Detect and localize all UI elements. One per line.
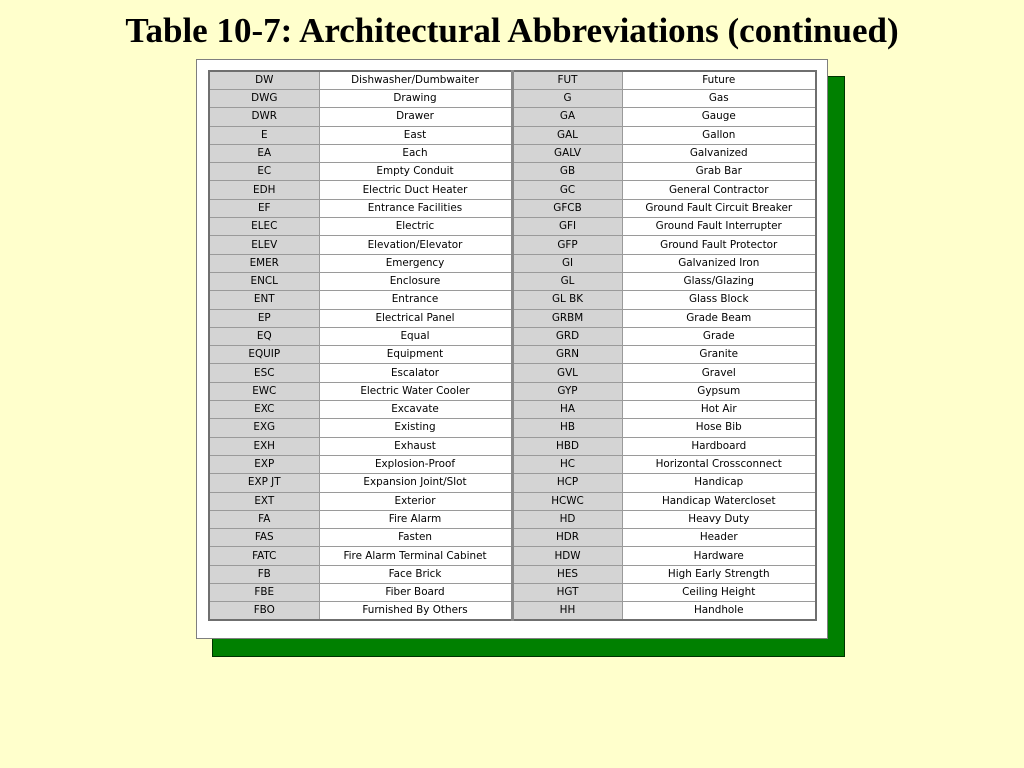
meaning-cell: Dishwasher/Dumbwaiter bbox=[319, 71, 512, 90]
abbreviation-cell: FBE bbox=[209, 584, 319, 602]
table-row bbox=[209, 144, 816, 162]
table-row bbox=[209, 291, 816, 309]
table-row bbox=[209, 474, 816, 492]
meaning-cell: Drawing bbox=[319, 90, 512, 108]
abbreviation-cell: FB bbox=[209, 565, 319, 583]
meaning-cell: Fiber Board bbox=[319, 584, 512, 602]
meaning-cell: Explosion-Proof bbox=[319, 455, 512, 473]
table-row bbox=[209, 529, 816, 547]
meaning-cell: Heavy Duty bbox=[622, 510, 816, 528]
meaning-cell: Granite bbox=[622, 346, 816, 364]
abbreviation-cell: EC bbox=[209, 163, 319, 181]
table-row bbox=[209, 71, 816, 90]
abbreviation-cell: ENCL bbox=[209, 272, 319, 290]
meaning-cell: Gas bbox=[622, 90, 816, 108]
table-row bbox=[209, 181, 816, 199]
meaning-cell: Elevation/Elevator bbox=[319, 236, 512, 254]
abbreviation-cell: GB bbox=[512, 163, 622, 181]
abbreviation-cell: HB bbox=[512, 419, 622, 437]
meaning-cell: Exhaust bbox=[319, 437, 512, 455]
meaning-cell: Glass/Glazing bbox=[622, 272, 816, 290]
meaning-cell: Fire Alarm bbox=[319, 510, 512, 528]
table-row bbox=[209, 455, 816, 473]
meaning-cell: Furnished By Others bbox=[319, 602, 512, 621]
abbreviation-cell: GA bbox=[512, 108, 622, 126]
abbreviation-cell: EP bbox=[209, 309, 319, 327]
table-row bbox=[209, 272, 816, 290]
abbreviation-cell: FBO bbox=[209, 602, 319, 621]
meaning-cell: General Contractor bbox=[622, 181, 816, 199]
abbreviation-cell: GRN bbox=[512, 346, 622, 364]
table-row bbox=[209, 199, 816, 217]
meaning-cell: Existing bbox=[319, 419, 512, 437]
abbreviation-cell: ELEV bbox=[209, 236, 319, 254]
abbreviation-cell: HDR bbox=[512, 529, 622, 547]
abbreviation-cell: DW bbox=[209, 71, 319, 90]
meaning-cell: Ground Fault Interrupter bbox=[622, 218, 816, 236]
meaning-cell: Header bbox=[622, 529, 816, 547]
abbreviation-cell: HCP bbox=[512, 474, 622, 492]
meaning-cell: East bbox=[319, 126, 512, 144]
meaning-cell: Hardware bbox=[622, 547, 816, 565]
abbreviations-table-body bbox=[209, 71, 816, 620]
abbreviation-cell: EQUIP bbox=[209, 346, 319, 364]
table-row bbox=[209, 492, 816, 510]
abbreviation-cell: EQ bbox=[209, 327, 319, 345]
table-row bbox=[209, 547, 816, 565]
table-row bbox=[209, 419, 816, 437]
table-row bbox=[209, 108, 816, 126]
meaning-cell: Electric bbox=[319, 218, 512, 236]
abbreviation-cell: EMER bbox=[209, 254, 319, 272]
abbreviation-cell: EXT bbox=[209, 492, 319, 510]
abbreviation-cell: GAL bbox=[512, 126, 622, 144]
table-row bbox=[209, 401, 816, 419]
abbreviation-cell: FAS bbox=[209, 529, 319, 547]
abbreviation-cell: ENT bbox=[209, 291, 319, 309]
abbreviation-cell: GALV bbox=[512, 144, 622, 162]
meaning-cell: Ceiling Height bbox=[622, 584, 816, 602]
meaning-cell: Exterior bbox=[319, 492, 512, 510]
abbreviation-cell: EDH bbox=[209, 181, 319, 199]
meaning-cell: Gauge bbox=[622, 108, 816, 126]
table-row bbox=[209, 90, 816, 108]
meaning-cell: Handicap bbox=[622, 474, 816, 492]
meaning-cell: Electric Water Cooler bbox=[319, 382, 512, 400]
meaning-cell: Galvanized bbox=[622, 144, 816, 162]
table-card bbox=[196, 59, 828, 639]
abbreviation-cell: FUT bbox=[512, 71, 622, 90]
meaning-cell: Future bbox=[622, 71, 816, 90]
abbreviation-cell: GC bbox=[512, 181, 622, 199]
abbreviation-cell: HH bbox=[512, 602, 622, 621]
meaning-cell: Electrical Panel bbox=[319, 309, 512, 327]
meaning-cell: Gypsum bbox=[622, 382, 816, 400]
meaning-cell: Fire Alarm Terminal Cabinet bbox=[319, 547, 512, 565]
meaning-cell: Hose Bib bbox=[622, 419, 816, 437]
meaning-cell: Equipment bbox=[319, 346, 512, 364]
abbreviation-cell: GYP bbox=[512, 382, 622, 400]
abbreviation-cell: DWR bbox=[209, 108, 319, 126]
table-row bbox=[209, 602, 816, 621]
meaning-cell: Entrance bbox=[319, 291, 512, 309]
abbreviation-cell: G bbox=[512, 90, 622, 108]
abbreviation-cell: EXP JT bbox=[209, 474, 319, 492]
meaning-cell: Enclosure bbox=[319, 272, 512, 290]
table-row bbox=[209, 565, 816, 583]
meaning-cell: Ground Fault Circuit Breaker bbox=[622, 199, 816, 217]
table-row bbox=[209, 382, 816, 400]
abbreviation-cell: HES bbox=[512, 565, 622, 583]
table-row bbox=[209, 437, 816, 455]
abbreviation-cell: GRBM bbox=[512, 309, 622, 327]
meaning-cell: Face Brick bbox=[319, 565, 512, 583]
meaning-cell: Grade Beam bbox=[622, 309, 816, 327]
meaning-cell: Expansion Joint/Slot bbox=[319, 474, 512, 492]
meaning-cell: Emergency bbox=[319, 254, 512, 272]
abbreviation-cell: GFI bbox=[512, 218, 622, 236]
slide-title: Table 10-7: Architectural Abbreviations (continued) bbox=[125, 11, 899, 50]
meaning-cell: Gravel bbox=[622, 364, 816, 382]
meaning-cell: Empty Conduit bbox=[319, 163, 512, 181]
abbreviation-cell: ELEC bbox=[209, 218, 319, 236]
meaning-cell: Handicap Watercloset bbox=[622, 492, 816, 510]
abbreviation-cell: HCWC bbox=[512, 492, 622, 510]
meaning-cell: Each bbox=[319, 144, 512, 162]
meaning-cell: Excavate bbox=[319, 401, 512, 419]
abbreviation-cell: EXH bbox=[209, 437, 319, 455]
abbreviation-cell: EF bbox=[209, 199, 319, 217]
table-row bbox=[209, 309, 816, 327]
abbreviation-cell: HGT bbox=[512, 584, 622, 602]
meaning-cell: Entrance Facilities bbox=[319, 199, 512, 217]
abbreviation-cell: E bbox=[209, 126, 319, 144]
abbreviation-cell: HDW bbox=[512, 547, 622, 565]
abbreviation-cell: GFCB bbox=[512, 199, 622, 217]
abbreviation-cell: EWC bbox=[209, 382, 319, 400]
abbreviation-cell: HC bbox=[512, 455, 622, 473]
abbreviation-cell: EA bbox=[209, 144, 319, 162]
abbreviation-cell: HBD bbox=[512, 437, 622, 455]
meaning-cell: Hardboard bbox=[622, 437, 816, 455]
meaning-cell: Glass Block bbox=[622, 291, 816, 309]
abbreviation-cell: GVL bbox=[512, 364, 622, 382]
meaning-cell: Galvanized Iron bbox=[622, 254, 816, 272]
meaning-cell: High Early Strength bbox=[622, 565, 816, 583]
abbreviation-cell: FA bbox=[209, 510, 319, 528]
meaning-cell: Horizontal Crossconnect bbox=[622, 455, 816, 473]
table-row bbox=[209, 584, 816, 602]
meaning-cell: Electric Duct Heater bbox=[319, 181, 512, 199]
meaning-cell: Fasten bbox=[319, 529, 512, 547]
table-row bbox=[209, 327, 816, 345]
abbreviation-cell: EXG bbox=[209, 419, 319, 437]
abbreviation-cell: GI bbox=[512, 254, 622, 272]
meaning-cell: Hot Air bbox=[622, 401, 816, 419]
meaning-cell: Grab Bar bbox=[622, 163, 816, 181]
meaning-cell: Gallon bbox=[622, 126, 816, 144]
table-row bbox=[209, 364, 816, 382]
abbreviation-cell: DWG bbox=[209, 90, 319, 108]
table-row bbox=[209, 346, 816, 364]
meaning-cell: Handhole bbox=[622, 602, 816, 621]
table-row bbox=[209, 510, 816, 528]
abbreviation-cell: FATC bbox=[209, 547, 319, 565]
table-row bbox=[209, 218, 816, 236]
meaning-cell: Grade bbox=[622, 327, 816, 345]
abbreviation-cell: GRD bbox=[512, 327, 622, 345]
abbreviation-cell: HA bbox=[512, 401, 622, 419]
abbreviation-cell: GFP bbox=[512, 236, 622, 254]
meaning-cell: Ground Fault Protector bbox=[622, 236, 816, 254]
meaning-cell: Drawer bbox=[319, 108, 512, 126]
abbreviations-table bbox=[208, 70, 817, 621]
table-row bbox=[209, 163, 816, 181]
table-row bbox=[209, 254, 816, 272]
abbreviation-cell: EXP bbox=[209, 455, 319, 473]
table-row bbox=[209, 236, 816, 254]
abbreviation-cell: EXC bbox=[209, 401, 319, 419]
table-row bbox=[209, 126, 816, 144]
abbreviation-cell: GL bbox=[512, 272, 622, 290]
abbreviation-cell: HD bbox=[512, 510, 622, 528]
meaning-cell: Equal bbox=[319, 327, 512, 345]
meaning-cell: Escalator bbox=[319, 364, 512, 382]
abbreviation-cell: GL BK bbox=[512, 291, 622, 309]
abbreviation-cell: ESC bbox=[209, 364, 319, 382]
